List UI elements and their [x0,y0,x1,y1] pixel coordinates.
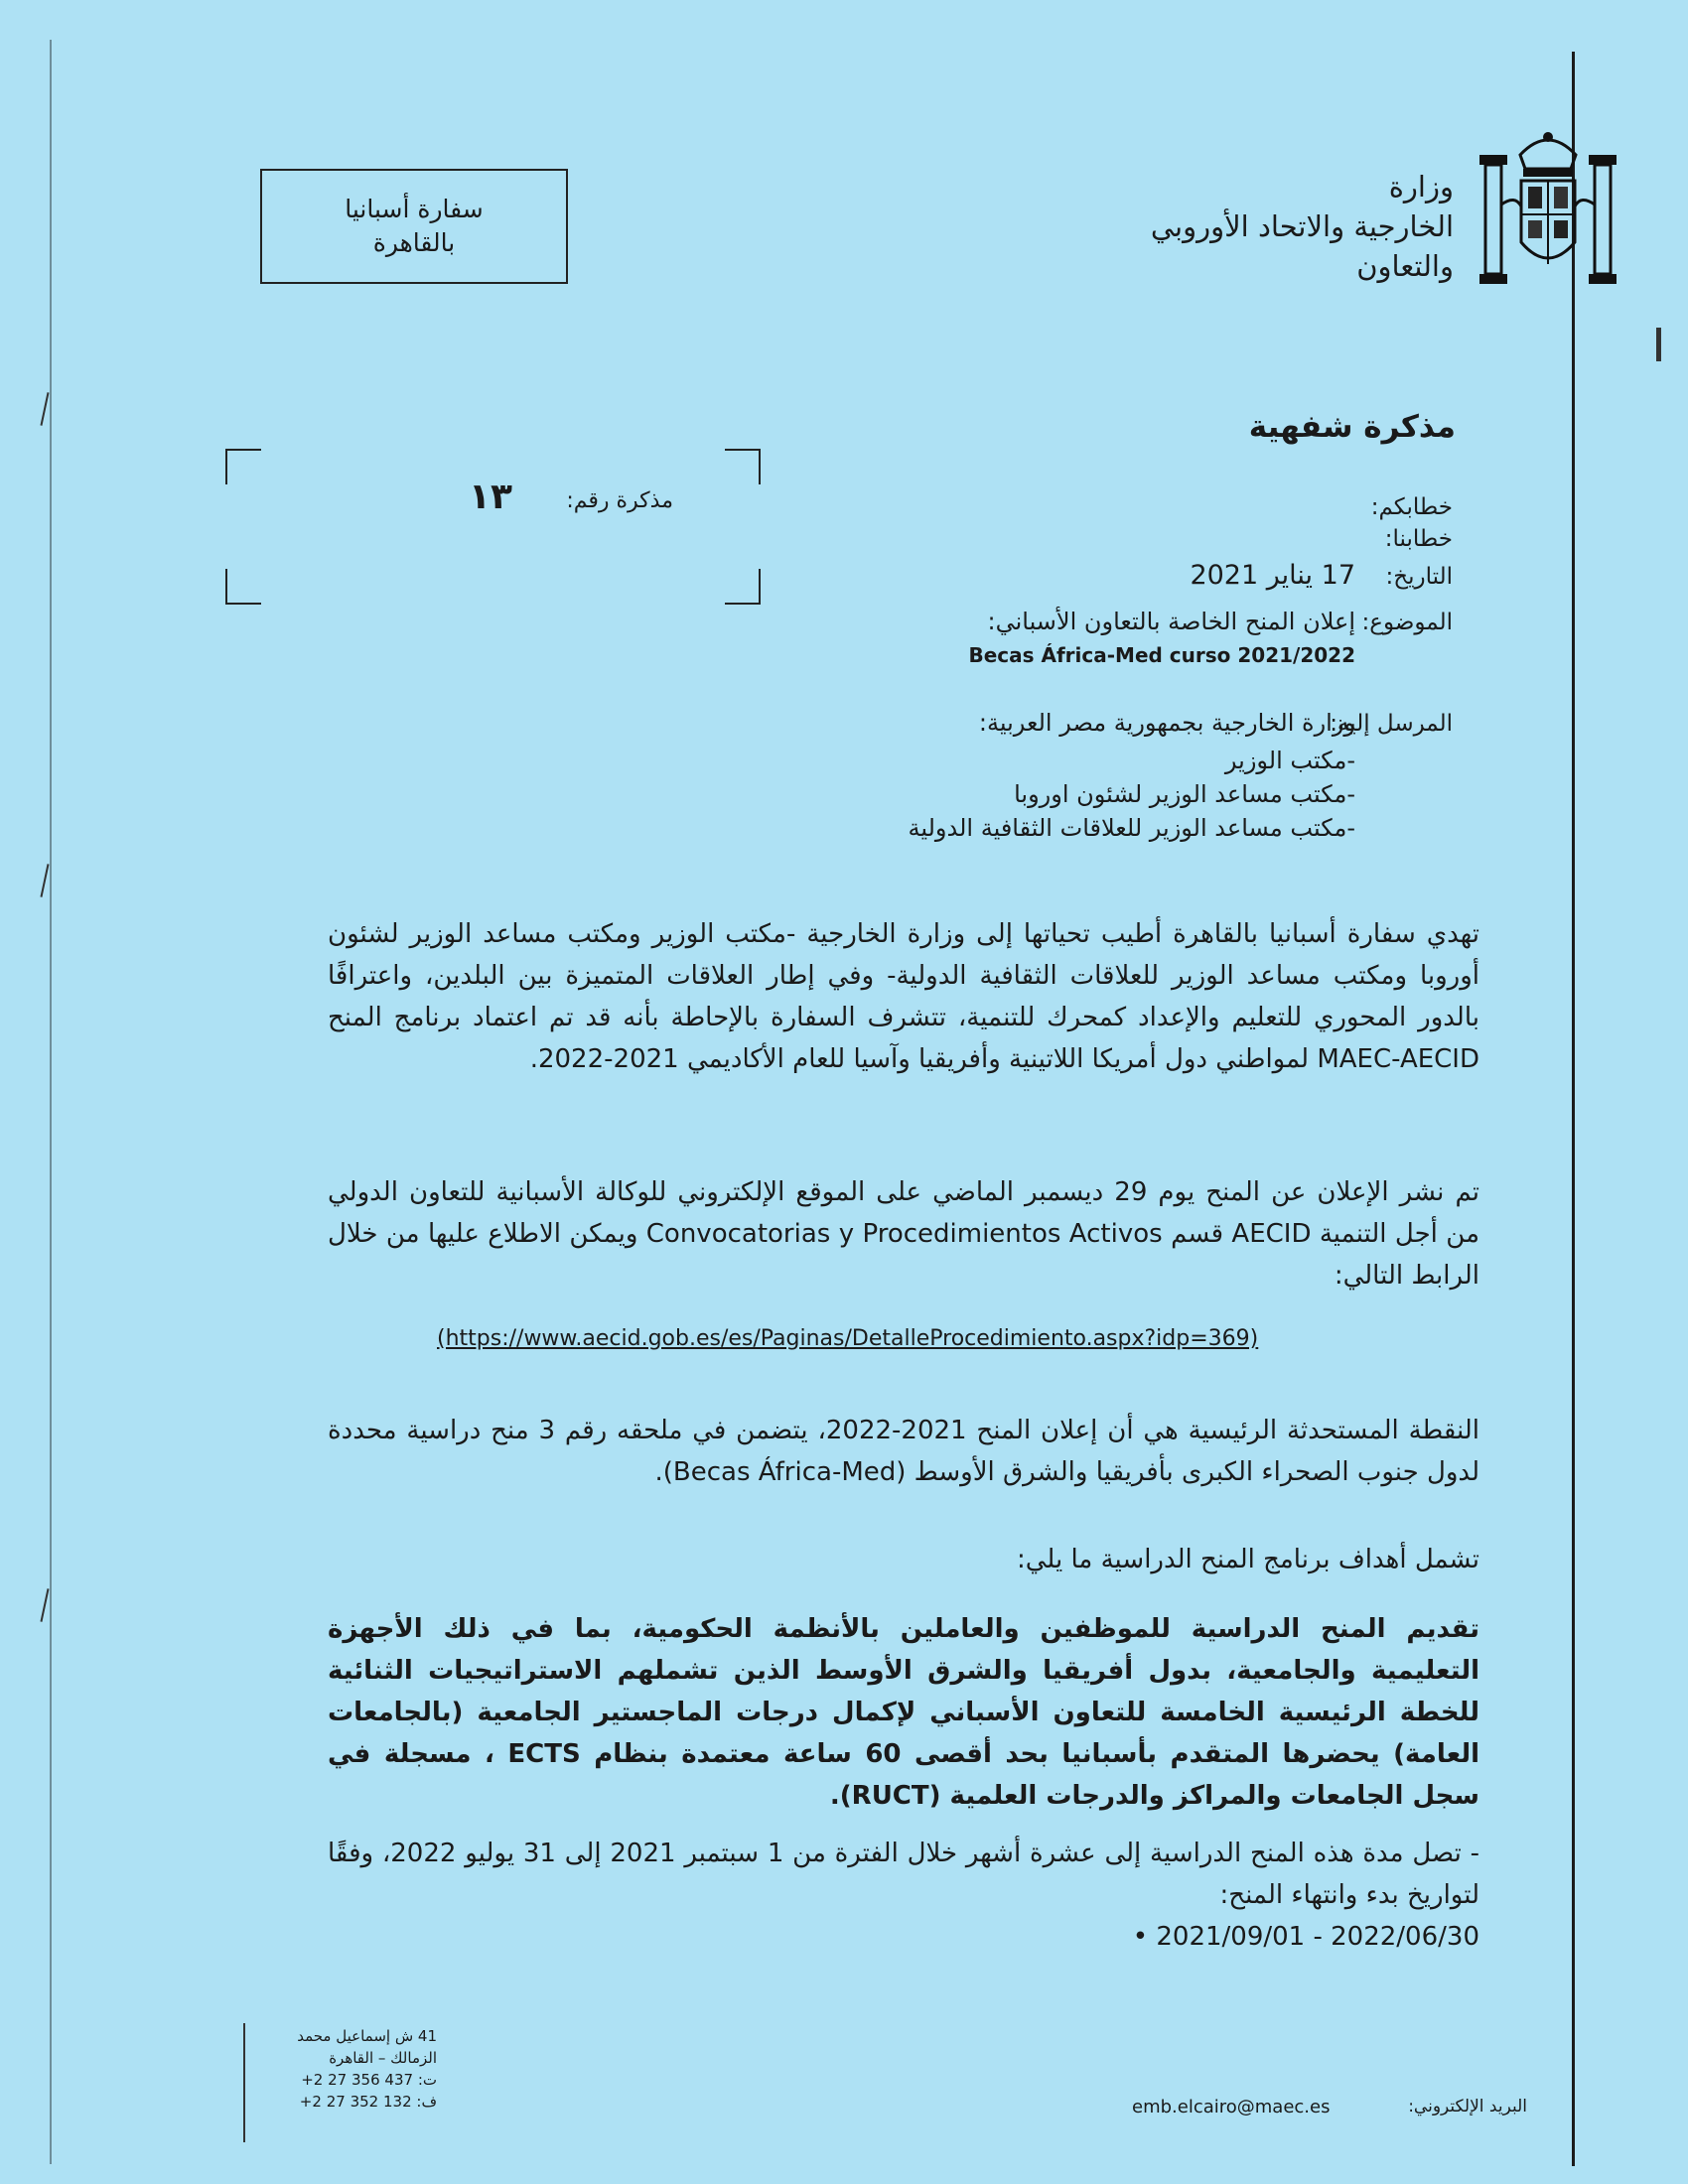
aecid-link[interactable]: (https://www.aecid.gob.es/es/Paginas/DetalleProcedimiento.aspx?idp=369) [437,1326,1259,1351]
email-address[interactable]: emb.elcairo@maec.es [1132,2097,1331,2117]
ministry-line: الخارجية والاتحاد الأوروبي [1150,209,1454,243]
body-paragraph: تشمل أهداف برنامج المنح الدراسية ما يلي: [1016,1545,1479,1574]
memo-number-value: ١٣ [469,477,512,517]
recipient-label: المرسل إليه: [1330,711,1453,737]
edge-mark [1656,328,1661,361]
ministry-name [1056,167,1454,286]
right-margin-rule [1572,52,1575,2166]
your-ref-label: خطابكم: [1370,494,1453,520]
embassy-address [248,2025,437,2113]
embassy-line: سفارة أسبانيا [345,195,484,223]
date-label: التاريخ: [1385,564,1453,590]
date-range-bullet: • 2021/09/01 - 2022/06/30 [1132,1922,1479,1952]
body-paragraph: تم نشر الإعلان عن المنح يوم 29 ديسمبر الماضي على الموقع الإلكتروني للوكالة الأسبانية للتعاون الدولي من أجل التنمية AECID قسم Convocatorias y Procedimientos Activos ويمكن الاطلاع عليها من خلال الرابط التالي: [328,1177,1480,1291]
frame-corner [725,449,761,484]
frame-corner [725,569,761,605]
memo-number-label: مذكرة رقم: [566,488,673,513]
edge-mark [40,864,49,897]
frame-corner [225,569,261,605]
edge-mark [40,392,49,426]
recipient-line: -مكتب مساعد الوزير للعلاقات الثقافية الدولية [908,814,1355,842]
ministry-line: وزارة [1388,170,1454,204]
body-paragraph: - تصل مدة هذه المنح الدراسية إلى عشرة أشهر خلال الفترة من 1 سبتمبر 2021 إلى 31 يوليو 2022، وفقًا لتواريخ بدء وانتهاء المنح: [328,1839,1479,1910]
spain-coat-of-arms-icon [1476,125,1620,292]
embassy-box [260,169,568,284]
body-paragraph: النقطة المستحدثة الرئيسية هي أن إعلان المنح 2021-2022، يتضمن في ملحقه رقم 3 منح دراسية محددة لدول جنوب الصحراء الكبرى بأفريقيا والشرق الأوسط (Becas África-Med). [328,1416,1480,1487]
recipient-line: وزارة الخارجية بجمهورية مصر العربية: [978,709,1355,737]
recipient-line: -مكتب مساعد الوزير لشئون اوروبا [1014,780,1355,808]
our-ref-label: خطابنا: [1384,526,1453,552]
left-fold-line [50,40,52,2164]
fax-line: ف: 132 352 27 2+ [299,2093,437,2111]
frame-corner [225,449,261,484]
footer-rule [243,2023,245,2142]
subject-latin: Becas África-Med curso 2021/2022 [968,643,1355,667]
body-paragraph: تهدي سفارة أسبانيا بالقاهرة أطيب تحياتها إلى وزارة الخارجية -مكتب الوزير ومكتب مساعد الوزير لشئون أوروبا ومكتب مساعد الوزير للعلاقات الثقافية الدولية- وفي إطار العلاقات المتميزة بين البلدين، واعترافًا بالدور المحوري للتعليم والإعداد كمحرك للتنمية، تتشرف السفارة بالإحاطة بأنه قد تم اعتماد برنامج المنح MAEC-AECID لمواطني دول أمريكا اللاتينية وأفريقيا وآسيا للعام الأكاديمي 2021-2022. [328,919,1479,1074]
address-line: الزمالك – القاهرة [329,2049,437,2067]
document-title: مذكرة شفهية [1248,409,1456,445]
body-paragraph-bold: تقديم المنح الدراسية للموظفين والعاملين بالأنظمة الحكومية، بما في ذلك الأجهزة التعليمية والجامعية، بدول أفريقيا والشرق الأوسط الذين تشملهم الاستراتيجيات الثنائية للخطة الرئيسية الخامسة للتعاون الأسباني لإكمال درجات الماجستير الجامعية (بالجامعات العامة) يحضرها المتقدم بأسبانيا بحد أقصى 60 ساعة معتمدة بنظام ECTS ، مسجلة في سجل الجامعات والمراكز والدرجات العلمية (RUCT). [328,1614,1479,1811]
email-label: البريد الإلكتروني: [1408,2097,1527,2116]
edge-mark [40,1588,49,1622]
ministry-line: والتعاون [1356,249,1454,283]
subject-label: الموضوع: [1361,610,1453,635]
date-value: 17 يناير 2021 [1190,560,1355,591]
recipient-line: -مكتب الوزير [1224,747,1355,774]
subject-value: إعلان المنح الخاصة بالتعاون الأسباني: [987,608,1355,635]
phone-line: ت: 437 356 27 2+ [301,2071,437,2089]
embassy-line: بالقاهرة [372,228,456,257]
address-line: 41 ش إسماعيل محمد [297,2027,437,2045]
